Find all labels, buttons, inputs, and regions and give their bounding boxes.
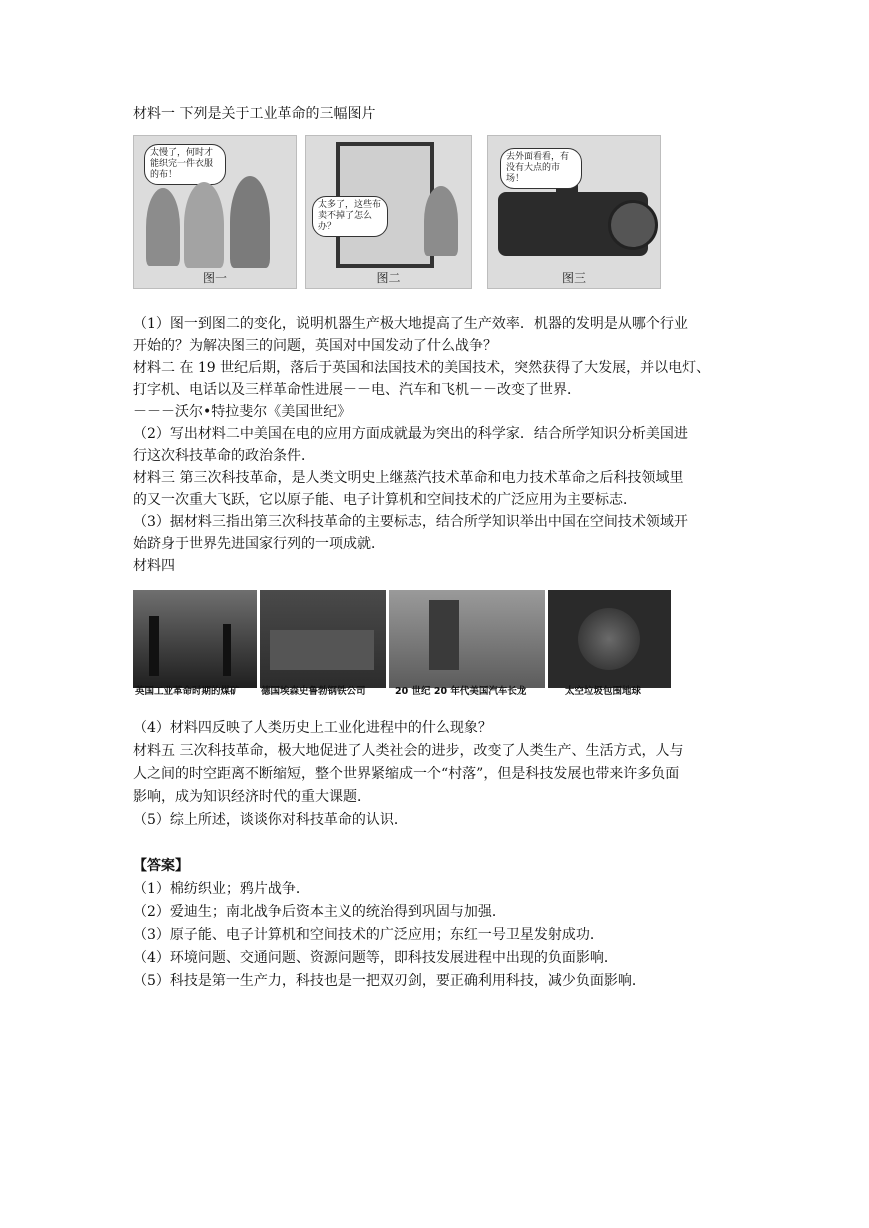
material2-line2: 打字机、电话以及三样革命性进展－－电、汽车和飞机－－改变了世界． — [133, 382, 581, 398]
question1-line2: 开始的？为解决图三的问题，英国对中国发动了什么战争？ — [133, 338, 497, 354]
material3-line1: 材料三 第三次科技革命，是人类文明史上继蒸汽技术革命和电力技术革命之后科技领域里 — [133, 470, 684, 486]
figure3-image — [487, 135, 661, 289]
material2-line1: 材料二 在 19 世纪后期，落后于英国和法国技术的美国技术，突然获得了大发展，并以电灯、 — [133, 360, 711, 376]
question3-line1: （3）据材料三指出第三次科技革命的主要标志，结合所学知识举出中国在空间技术领域开 — [133, 514, 688, 530]
worker-figure — [424, 186, 458, 256]
space-debris-caption: 太空垃圾包围地球 — [565, 686, 642, 697]
material3-line2: 的又一次重大飞跃，它以原子能、电子计算机和空间技术的广泛应用为主要标志． — [133, 492, 637, 508]
space-debris-photo — [548, 590, 671, 688]
answer-item: （3）原子能、电子计算机和空间技术的广泛应用；东红一号卫星发射成功． — [133, 927, 604, 943]
figure2-speech-bubble: 太多了，这些布卖不掉了怎么办？ — [312, 196, 388, 237]
question2-line2: 行这次科技革命的政治条件． — [133, 448, 315, 464]
figure1-speech-bubble: 太慢了，何时才能织完一件衣服的布！ — [144, 144, 226, 185]
answer-title: 【答案】 — [133, 858, 189, 874]
woman-figure — [230, 176, 270, 268]
answer-item: （5）科技是第一生产力，科技也是一把双刃剑，要正确利用科技，减少负面影响． — [133, 973, 646, 989]
steel-works-caption: 德国埃森史鲁勃钢铁公司 — [261, 686, 366, 697]
answer-item: （4）环境问题、交通问题、资源问题等，即科技发展进程中出现的负面影响． — [133, 950, 618, 966]
question5: （5）综上所述，谈谈你对科技革命的认识． — [133, 812, 408, 828]
question2-line1: （2）写出材料二中美国在电的应用方面成就最为突出的科学家．结合所学知识分析美国进 — [133, 426, 688, 442]
figure1-image — [133, 135, 297, 289]
coal-mine-caption: 英国工业革命时期的煤矿 — [135, 686, 240, 697]
material2-source: －－－沃尔•特拉斐尔《美国世纪》 — [133, 404, 352, 420]
material5-line1: 材料五 三次科技革命，极大地促进了人类社会的进步，改变了人类生产、生活方式，人与 — [133, 743, 684, 759]
material1-intro: 材料一 下列是关于工业革命的三幅图片 — [133, 106, 376, 122]
wheel-shape — [608, 200, 658, 250]
question4: （4）材料四反映了人类历史上工业化进程中的什么现象？ — [133, 720, 492, 736]
question1-line1: （1）图一到图二的变化，说明机器生产极大地提高了生产效率．机器的发明是从哪个行业 — [133, 316, 688, 332]
woman-figure — [146, 188, 180, 266]
material4-photo-strip — [133, 590, 671, 708]
answer-item: （1）棉纺织业；鸦片战争． — [133, 881, 310, 897]
steel-works-photo — [260, 590, 386, 688]
material5-line2: 人之间的时空距离不断缩短，整个世界紧缩成一个“村落”，但是科技发展也带来许多负面 — [133, 766, 680, 782]
woman-figure — [184, 182, 224, 268]
figure2-image — [305, 135, 472, 289]
figure2-caption: 图二 — [376, 271, 401, 285]
traffic-jam-caption: 20 世纪 20 年代美国汽车长龙 — [395, 686, 527, 697]
figure3-caption: 图三 — [561, 271, 586, 285]
material5-line3: 影响，成为知识经济时代的重大课题． — [133, 789, 371, 805]
material4-label: 材料四 — [133, 558, 175, 574]
question3-line2: 始跻身于世界先进国家行列的一项成就． — [133, 536, 385, 552]
traffic-jam-photo — [389, 590, 545, 688]
answer-item: （2）爱迪生；南北战争后资本主义的统治得到巩固与加强． — [133, 904, 506, 920]
figure1-caption: 图一 — [202, 271, 227, 285]
coal-mine-photo — [133, 590, 257, 688]
figure3-speech-bubble: 去外面看看，有没有大点的市场！ — [500, 148, 582, 189]
